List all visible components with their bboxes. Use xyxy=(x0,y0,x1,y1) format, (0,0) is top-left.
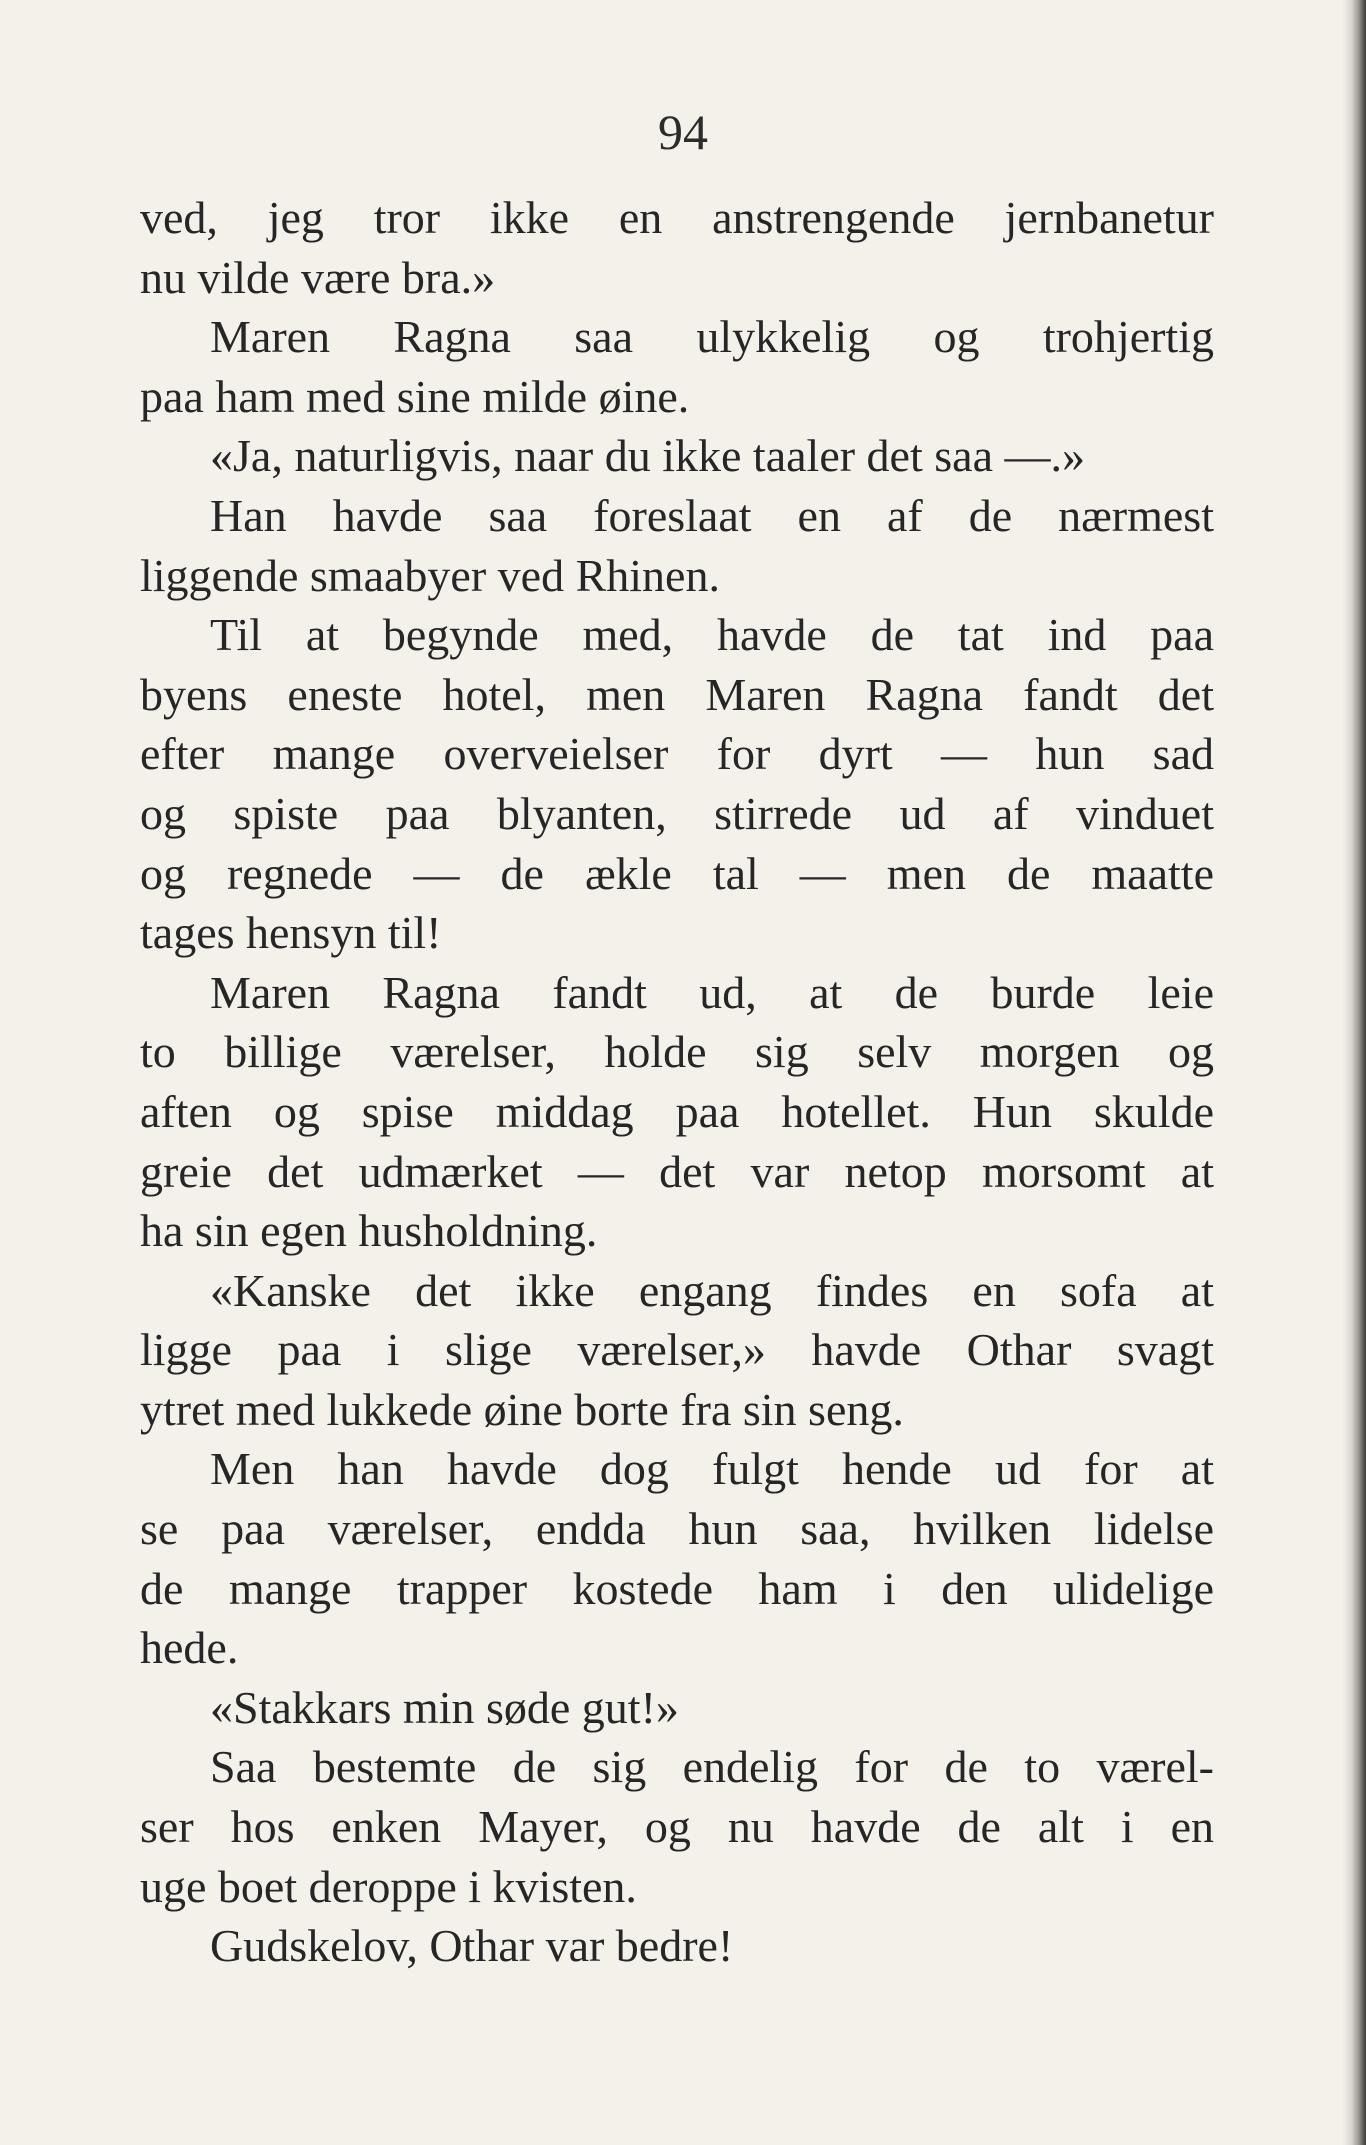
page-edge-shadow xyxy=(1342,0,1366,2145)
text-line: byens eneste hotel, men Maren Ragna fandt det xyxy=(140,668,1214,720)
text-line: paa ham med sine milde øine. xyxy=(140,370,690,422)
body-text xyxy=(140,188,1214,1976)
text-line: «Kanske det ikke engang findes en sofa at xyxy=(210,1264,1214,1316)
text-line: hede. xyxy=(140,1622,239,1674)
text-line: «Stakkars min søde gut!» xyxy=(210,1681,679,1733)
text-line: Han havde saa foreslaat en af de nærmest xyxy=(210,489,1214,541)
text-line: to billige værelser, holde sig selv morgen og xyxy=(140,1026,1214,1078)
text-line: ha sin egen husholdning. xyxy=(140,1205,598,1257)
text-line: Men han havde dog fulgt hende ud for at xyxy=(210,1443,1214,1495)
text-line: Til at begynde med, havde de tat ind paa xyxy=(210,609,1214,661)
page-number: 94 xyxy=(658,104,708,160)
text-line: aften og spise middag paa hotellet. Hun skulde xyxy=(140,1085,1214,1137)
text-line: Saa bestemte de sig endelig for de to værel- xyxy=(210,1741,1214,1793)
text-line: ligge paa i slige værelser,» havde Othar svagt xyxy=(140,1324,1214,1376)
text-line: ved, jeg tror ikke en anstrengende jernbanetur xyxy=(140,192,1214,243)
text-line: «Ja, naturligvis, naar du ikke taaler det saa —.» xyxy=(210,430,1085,482)
text-line: greie det udmærket — det var netop morsomt at xyxy=(140,1145,1214,1197)
text-line: Maren Ragna fandt ud, at de burde leie xyxy=(210,966,1214,1018)
text-line: efter mange overveielser for dyrt — hun sad xyxy=(140,728,1214,780)
text-line: og spiste paa blyanten, stirrede ud af vinduet xyxy=(140,787,1214,839)
text-line: tages hensyn til! xyxy=(140,907,442,959)
text-line: Gudskelov, Othar var bedre! xyxy=(210,1920,734,1972)
text-line: uge boet deroppe i kvisten. xyxy=(140,1860,637,1912)
text-line: nu vilde være bra.» xyxy=(140,251,496,303)
text-line: ytret med lukkede øine borte fra sin seng. xyxy=(140,1383,904,1435)
text-line: Maren Ragna saa ulykkelig og trohjertig xyxy=(210,311,1214,363)
text-line: liggende smaabyer ved Rhinen. xyxy=(140,549,720,601)
text-line: og regnede — de ækle tal — men de maatte xyxy=(140,847,1214,899)
text-line: de mange trapper kostede ham i den ulidelige xyxy=(140,1562,1214,1614)
text-line: se paa værelser, endda hun saa, hvilken lidelse xyxy=(140,1503,1214,1555)
text-line: ser hos enken Mayer, og nu havde de alt i en xyxy=(140,1801,1214,1853)
